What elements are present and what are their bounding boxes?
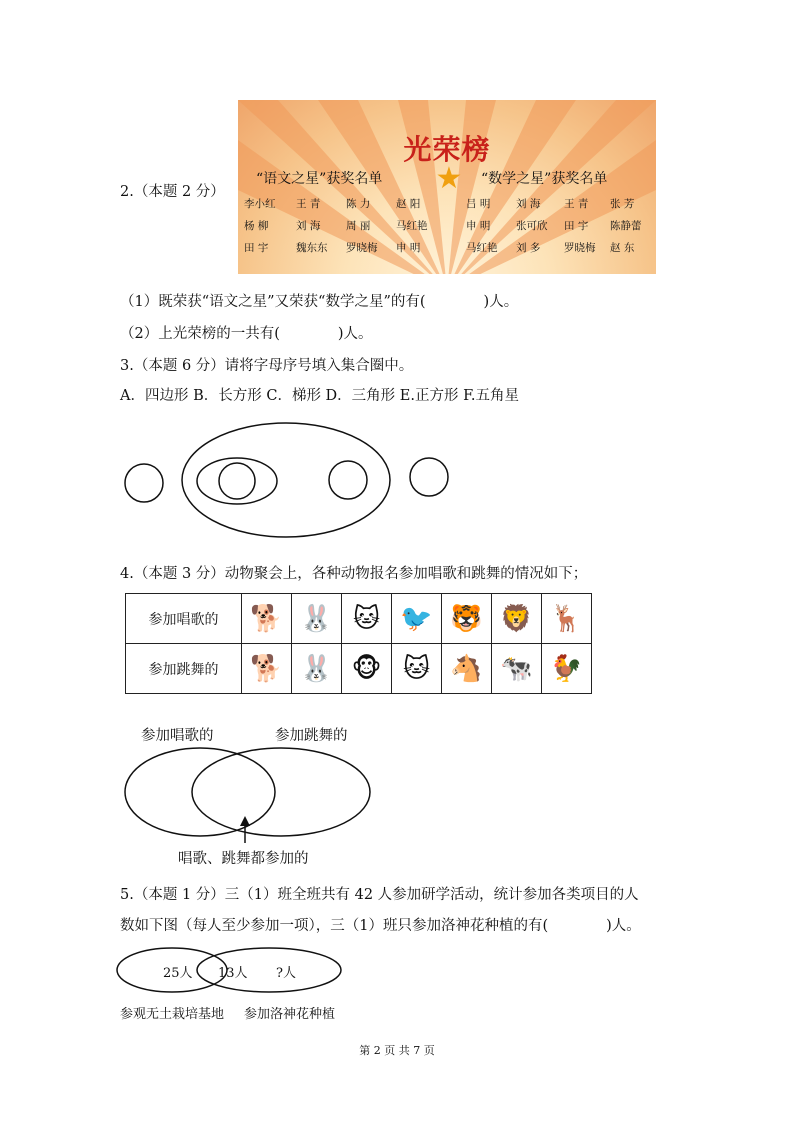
animal-cell	[442, 594, 492, 644]
bird-icon: 🐦	[400, 603, 433, 634]
venn-sing-label: 参加唱歌的	[141, 728, 214, 744]
table-row	[126, 644, 592, 694]
name-cell: 李小红	[244, 198, 276, 210]
name-cell: 魏东东	[296, 242, 328, 254]
animal-cell	[492, 594, 542, 644]
animal-cell	[292, 644, 342, 694]
animal-cell	[342, 644, 392, 694]
question-3-options: A．四边形 B．长方形 C．梯形 D．三角形 E.正方形 F.五角星	[120, 388, 519, 404]
monkey-icon: 🐵	[351, 653, 382, 684]
name-cell: 罗晓梅	[564, 242, 596, 254]
name-cell: 马红艳	[466, 242, 498, 254]
animal-cell	[242, 644, 292, 694]
animal-cell	[392, 594, 442, 644]
set-circle-right	[410, 458, 448, 496]
animal-cell	[492, 644, 542, 694]
question-2-label: 2.（本题 2 分）	[120, 184, 225, 200]
question-2-part-1: （1）既荣获“语文之星”又荣获“数学之星”的有( )人。	[120, 294, 519, 310]
name-cell: 王 青	[564, 198, 589, 210]
page-footer: 第 2 页 共 7 页	[359, 1044, 435, 1057]
venn-dance-ellipse	[192, 748, 370, 836]
question-3-label: 3.（本题 6 分）请将字母序号填入集合圈中。	[120, 358, 414, 374]
row-label-sing: 参加唱歌的	[126, 594, 242, 644]
lion-icon: 🦁	[500, 603, 533, 634]
set-outer-ellipse	[182, 423, 390, 537]
star-icon: ★	[435, 161, 463, 196]
cow-icon: 🐄	[500, 653, 533, 684]
name-cell: 赵 阳	[396, 198, 421, 210]
dog-icon: 🐕	[250, 603, 283, 634]
set-inner-ellipse	[197, 458, 277, 504]
name-cell: 罗晓梅	[346, 242, 378, 254]
name-cell: 陈 力	[346, 198, 371, 210]
cat-icon: 🐱	[402, 653, 431, 684]
planting-caption: 参加洛神花种植	[244, 1007, 336, 1022]
name-cell: 田 宇	[244, 242, 269, 254]
name-cell: 陈静蕾	[610, 220, 642, 232]
venn-both-label: 唱歌、跳舞都参加的	[178, 851, 309, 867]
name-cell: 张 芳	[610, 198, 635, 210]
name-cell: 赵 东	[610, 242, 635, 254]
horse-icon: 🐴	[450, 653, 483, 684]
animal-cell	[342, 594, 392, 644]
venn-dance-label: 参加跳舞的	[275, 728, 348, 744]
set-circle-middle	[329, 461, 367, 499]
visit-caption: 参观无土栽培基地	[120, 1007, 225, 1022]
name-cell: 杨 柳	[244, 220, 269, 232]
name-cell: 刘 海	[296, 220, 321, 232]
animal-cell	[242, 594, 292, 644]
table-row	[126, 594, 592, 644]
math-star-header: “数学之星”获奖名单	[481, 171, 608, 187]
both-count: 13人	[218, 966, 248, 981]
row-label-dance: 参加跳舞的	[126, 644, 242, 694]
board-title: 光荣榜	[403, 133, 491, 166]
tiger-icon: 🐯	[450, 603, 483, 634]
question-5-line-2: 数如下图（每人至少参加一项），三（1）班只参加洛神花种植的有( )人。	[120, 918, 641, 934]
question-4-label: 4.（本题 3 分）动物聚会上，各种动物报名参加唱歌和跳舞的情况如下；	[120, 566, 588, 582]
name-cell: 刘 海	[516, 198, 541, 210]
question-2-part-2: （2）上光荣榜的一共有( )人。	[120, 326, 373, 342]
name-cell: 刘 多	[516, 242, 541, 254]
animal-cell	[542, 594, 592, 644]
venn-sing-ellipse	[125, 748, 275, 836]
animal-cell	[392, 644, 442, 694]
deer-icon: 🦌	[550, 603, 583, 634]
animal-cell	[442, 644, 492, 694]
name-cell: 马红艳	[396, 220, 428, 232]
visit-only-count: 25人	[163, 966, 193, 981]
name-cell: 申 明	[466, 220, 491, 232]
question-5-line-1: 5.（本题 1 分）三（1）班全班共有 42 人参加研学活动，统计参加各类项目的人	[120, 887, 639, 903]
rooster-icon: 🐓	[550, 653, 583, 684]
name-cell: 王 青	[296, 198, 321, 210]
name-cell: 吕 明	[466, 198, 491, 210]
animal-table	[125, 593, 592, 694]
chinese-star-header: “语文之星”获奖名单	[256, 171, 383, 187]
animal-cell	[292, 594, 342, 644]
planting-only-count: ?人	[276, 966, 296, 981]
arrow-head-icon	[240, 816, 250, 826]
rabbit-icon: 🐰	[300, 653, 333, 684]
dog-icon: 🐕	[250, 653, 283, 684]
rabbit-icon: 🐰	[300, 603, 333, 634]
set-inner-circle	[219, 463, 255, 499]
set-circle-left	[125, 464, 163, 502]
animal-cell	[542, 644, 592, 694]
name-cell: 申 明	[396, 242, 421, 254]
name-cell: 周 丽	[346, 220, 371, 232]
name-cell: 张可欣	[516, 220, 548, 232]
name-cell: 田 宇	[564, 220, 589, 232]
cat-icon: 🐱	[352, 603, 381, 634]
